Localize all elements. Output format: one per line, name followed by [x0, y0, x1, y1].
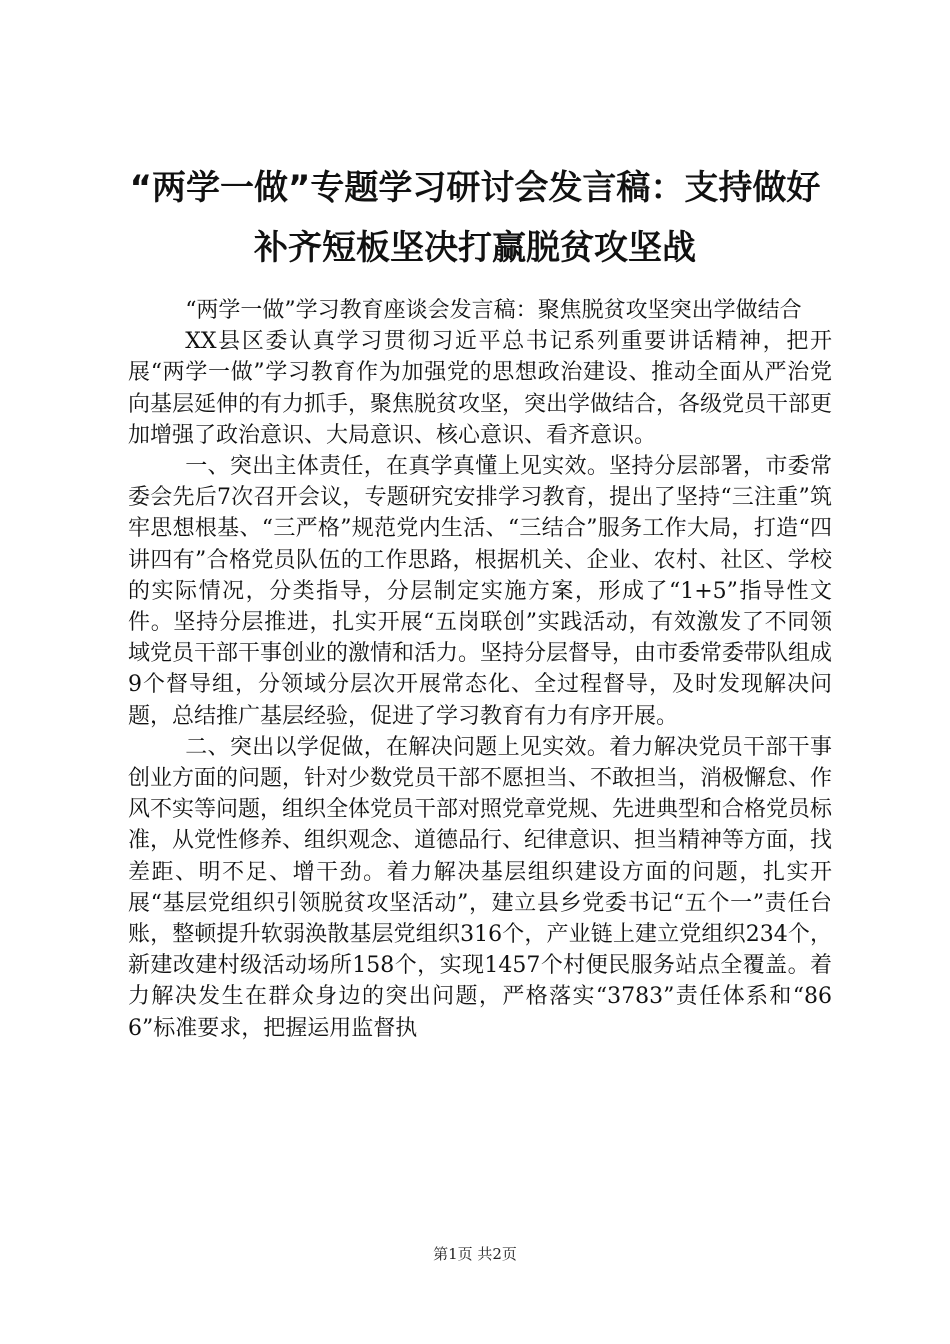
page-footer: 第1页 共2页	[433, 1245, 517, 1263]
paragraph-section-two: 二、突出以学促做，在解决问题上见实效。着力解决党员干部干事创业方面的问题，针对少数党员干部不愿担当、不敢担当，消极懈怠、作风不实等问题，组织全体党员干部对照党章党规、先进典型和合格党员标准，从党性修养、组织观念、道德品行、纪律意识、担当精神等方面，找差距、明不足、增干劲。着力解决基层组织建设方面的问题，扎实开展“基层党组织引领脱贫攻坚活动”，建立县乡党委书记“五个一”责任台账，整顿提升软弱涣散基层党组织316个，产业链上建立党组织234个，新建改建村级活动场所158个，实现1457个村便民服务站点全覆盖。着力解决发生在群众身边的突出问题，严格落实“3783”责任体系和“866”标准要求，把握运用监督执	[128, 734, 833, 1041]
paragraph-intro: XX县区委认真学习贯彻习近平总书记系列重要讲话精神，把开展“两学一做”学习教育作为加强党的思想政治建设、推动全面从严治党向基层延伸的有力抓手，聚焦脱贫攻坚，突出学做结合，各级党员干部更加增强了政治意识、大局意识、核心意识、看齐意识。	[128, 329, 833, 448]
paragraph-subtitle: “两学一做”学习教育座谈会发言稿：聚焦脱贫攻坚突出学做结合	[185, 298, 802, 323]
paragraph-section-one: 一、突出主体责任，在真学真懂上见实效。坚持分层部署，市委常委会先后7次召开会议，专题研究安排学习教育，提出了坚持“三注重”筑牢思想根基、“三严格”规范党内生活、“三结合”服务工作大局，打造“四讲四有”合格党员队伍的工作思路，根据机关、企业、农村、社区、学校的实际情况，分类指导，分层制定实施方案，形成了“1+5”指导性文件。坚持分层推进，扎实开展“五岗联创”实践活动，有效激发了不同领域党员干部干事创业的激情和活力。坚持分层督导，由市委常委带队组成9个督导组，分领域分层次开展常态化、全过程督导，及时发现解决问题，总结推广基层经验，促进了学习教育有力有序开展。	[128, 454, 833, 729]
document-body	[128, 295, 832, 1044]
document-title: “两学一做”专题学习研讨会发言稿：支持做好补齐短板坚决打赢脱贫攻坚战	[129, 168, 821, 268]
